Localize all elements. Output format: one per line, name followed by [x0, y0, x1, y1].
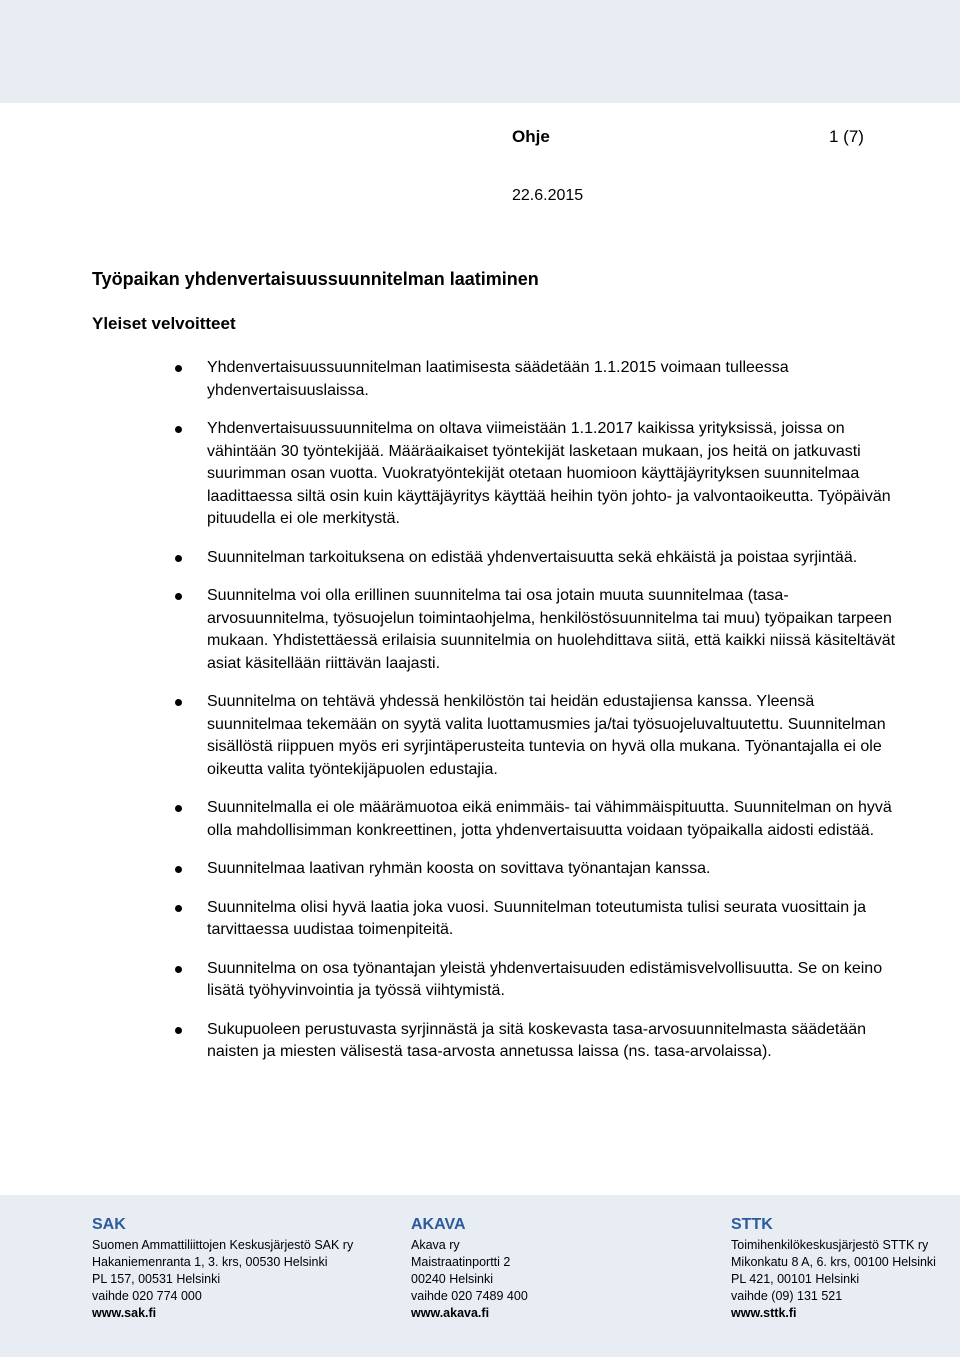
bullet-icon [175, 1027, 182, 1034]
org-logo: STTK [731, 1216, 773, 1233]
list-item [0, 1019, 960, 1064]
org-phone: vaihde (09) 131 521 [731, 1289, 843, 1303]
org-phone: vaihde 020 774 000 [92, 1289, 202, 1303]
list-item-text: Suunnitelma on tehtävä yhdessä henkilöstön tai heidän edustajiensa kanssa. Yleensä suunnitelmaa tekemään on syytä valita luottamusmies ja/tai työsuojeluvaltuutettu. Suunnitelman sisällöstä riippuen myös eri syrjintäperusteita tuntevia on hyvä olla mukana. Työnantajalla ei ole oikeutta valita työntekijäpuolen edustajia. [207, 693, 886, 778]
bullet-icon [175, 805, 182, 812]
bullet-icon [175, 866, 182, 873]
document-date: 22.6.2015 [512, 187, 584, 204]
bullet-icon [175, 905, 182, 912]
list-item [0, 797, 960, 842]
org-logo: SAK [92, 1216, 126, 1233]
list-item [0, 418, 960, 531]
org-logo: AKAVA [411, 1216, 466, 1233]
org-name: Toimihenkilökeskusjärjestö STTK ry [731, 1238, 929, 1252]
org-website-link[interactable]: www.sak.fi [92, 1306, 157, 1320]
list-item [0, 958, 960, 1003]
list-item-text: Suunnitelma olisi hyvä laatia joka vuosi. Suunnitelman toteutumista tulisi seurata vuosittain ja tarvittaessa uudistaa toimenpiteitä. [207, 898, 867, 938]
org-street: Maistraatinportti 2 [411, 1255, 511, 1269]
list-item-text: Yhdenvertaisuussuunnitelma on oltava viimeistään 1.1.2017 kaikissa yrityksissä, joissa on vähintään 30 työntekijää. Määräaikaiset työntekijät lasketaan mukaan, jos heitä on jatkuvasti suurimman osan vuotta. Vuokratyöntekijät otetaan huomioon käyttäjäyrityksen suunnitelmaa laadittaessa siltä osin kuin käyttäjäyritys käyttää heihin työn johto- ja valvontaoikeutta. Työpäivän pituudella ei ole merkitystä. [207, 420, 891, 527]
list-item-text: Yhdenvertaisuussuunnitelman laatimisesta säädetään 1.1.2015 voimaan tulleessa yhdenvertaisuuslaissa. [207, 359, 789, 399]
document-page [0, 103, 960, 1195]
list-item-text: Suunnitelma on osa työnantajan yleistä yhdenvertaisuuden edistämisvelvollisuutta. Se on keino lisätä työhyvinvointia ja työssä viihtymistä. [207, 959, 883, 999]
page-footer [0, 1195, 960, 1357]
page-title: Työpaikan yhdenvertaisuussuunnitelman laatiminen [92, 269, 539, 289]
list-item-text: Suunnitelmalla ei ole määrämuotoa eikä enimmäis- tai vähimmäispituutta. Suunnitelman on hyvä olla mahdollisimman konkreettinen, jotta yhdenvertaisuutta voidaan työpaikalla aidosti edistää. [207, 799, 892, 839]
bullet-icon [175, 699, 182, 706]
bullet-icon [175, 966, 182, 973]
list-item [0, 357, 960, 402]
bullet-icon [175, 593, 182, 600]
list-item-text: Suunnitelmaa laativan ryhmän koosta on sovittava työnantajan kanssa. [207, 860, 711, 877]
org-pobox: PL 157, 00531 Helsinki [92, 1272, 221, 1286]
org-name: Suomen Ammattiliittojen Keskusjärjestö SAK ry [92, 1238, 354, 1252]
list-item [0, 547, 960, 570]
page-number: 1 (7) [829, 127, 864, 146]
list-item-text: Sukupuoleen perustuvasta syrjinnästä ja sitä koskevasta tasa-arvosuunnitelmasta säädetään naisten ja miesten välisestä tasa-arvosta annetussa laissa (ns. tasa-arvolaissa). [207, 1020, 867, 1060]
org-pobox: 00240 Helsinki [411, 1272, 493, 1286]
section-heading: Yleiset velvoitteet [92, 314, 236, 333]
org-street: Mikonkatu 8 A, 6. krs, 00100 Helsinki [731, 1255, 936, 1269]
footer-sttk [731, 1215, 936, 1322]
document-type: Ohje [512, 127, 550, 146]
org-street: Hakaniemenranta 1, 3. krs, 00530 Helsinki [92, 1255, 328, 1269]
bullet-list [0, 357, 960, 1080]
bullet-icon [175, 365, 182, 372]
footer-sak [92, 1215, 353, 1322]
list-item-text: Suunnitelman tarkoituksena on edistää yhdenvertaisuutta sekä ehkäistä ja poistaa syrjintää. [207, 548, 858, 566]
org-name: Akava ry [411, 1238, 460, 1252]
org-pobox: PL 421, 00101 Helsinki [731, 1272, 860, 1286]
org-phone: vaihde 020 7489 400 [411, 1289, 528, 1303]
bullet-icon [175, 555, 182, 562]
list-item-text: Suunnitelma voi olla erillinen suunnitelma tai osa jotain muuta suunnitelmaa (tasa-arvosuunnitelma, työsuojelun toimintaohjelma, henkilöstösuunnitelma tai muu) työpaikan tarpeen mukaan. Yhdistettäessä erilaisia suunnitelmia on huolehdittava siitä, että kaikki niissä käsiteltävät asiat käsitellään riittävän laajasti. [207, 587, 896, 672]
footer-akava [411, 1215, 528, 1322]
list-item [0, 585, 960, 675]
org-website-link[interactable]: www.sttk.fi [731, 1306, 797, 1320]
bullet-icon [175, 426, 182, 433]
list-item [0, 858, 960, 881]
list-item [0, 691, 960, 781]
org-website-link[interactable]: www.akava.fi [411, 1306, 490, 1320]
list-item [0, 897, 960, 942]
